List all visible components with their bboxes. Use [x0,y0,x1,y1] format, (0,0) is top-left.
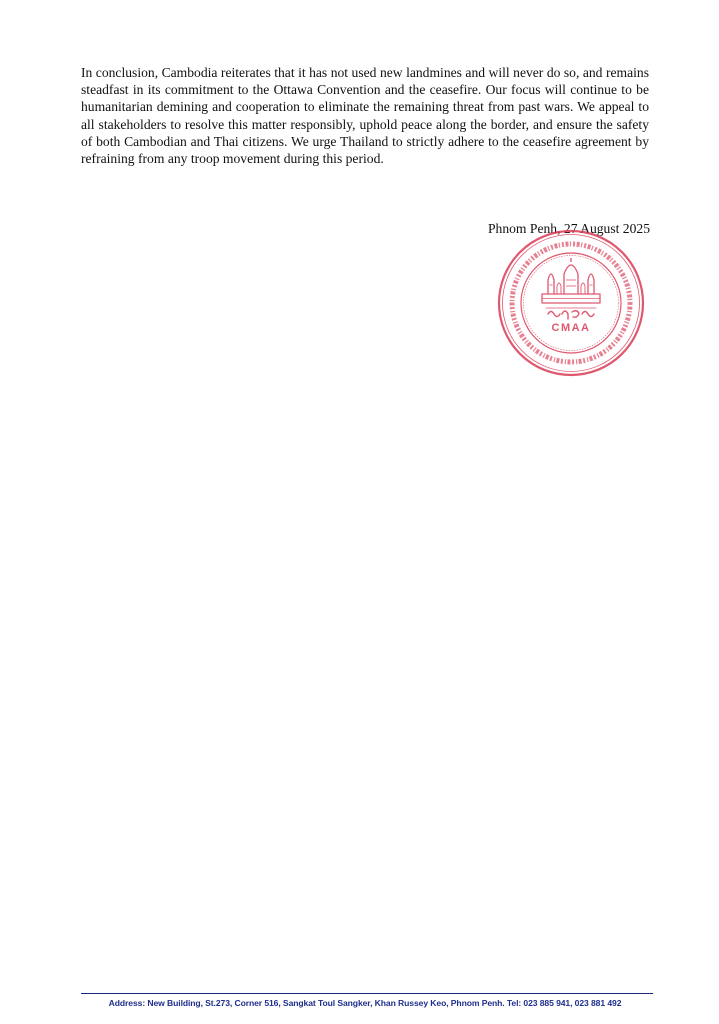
stamp-center-text: CMAA [551,322,591,334]
footer-divider [81,993,653,994]
place-date: Phnom Penh, 27 August 2025 [487,221,650,236]
conclusion-paragraph: In conclusion, Cambodia reiterates that it has not used new landmines and will never do so, and remains steadfast in its commitment to the Ottawa Convention and the ceasefire. Our focus will continue to be humanitarian demining and cooperation to eliminate the remaining threat from past wars. We appeal to all stakeholders to resolve this matter responsibly, uphold peace along the border, and ensure the safety of both Cambodian and Thai citizens. We urge Thailand to strictly adhere to the ceasefire agreement by refraining from any troop movement during this period. [81,65,649,167]
official-seal-stamp [496,228,646,378]
footer-address: Address: New Building, St.273, Corner 516, Sangkat Toul Sangker, Khan Russey Keo, Phnom Penh. Tel: 023 885 941, 023 881 492 [108,998,622,1008]
